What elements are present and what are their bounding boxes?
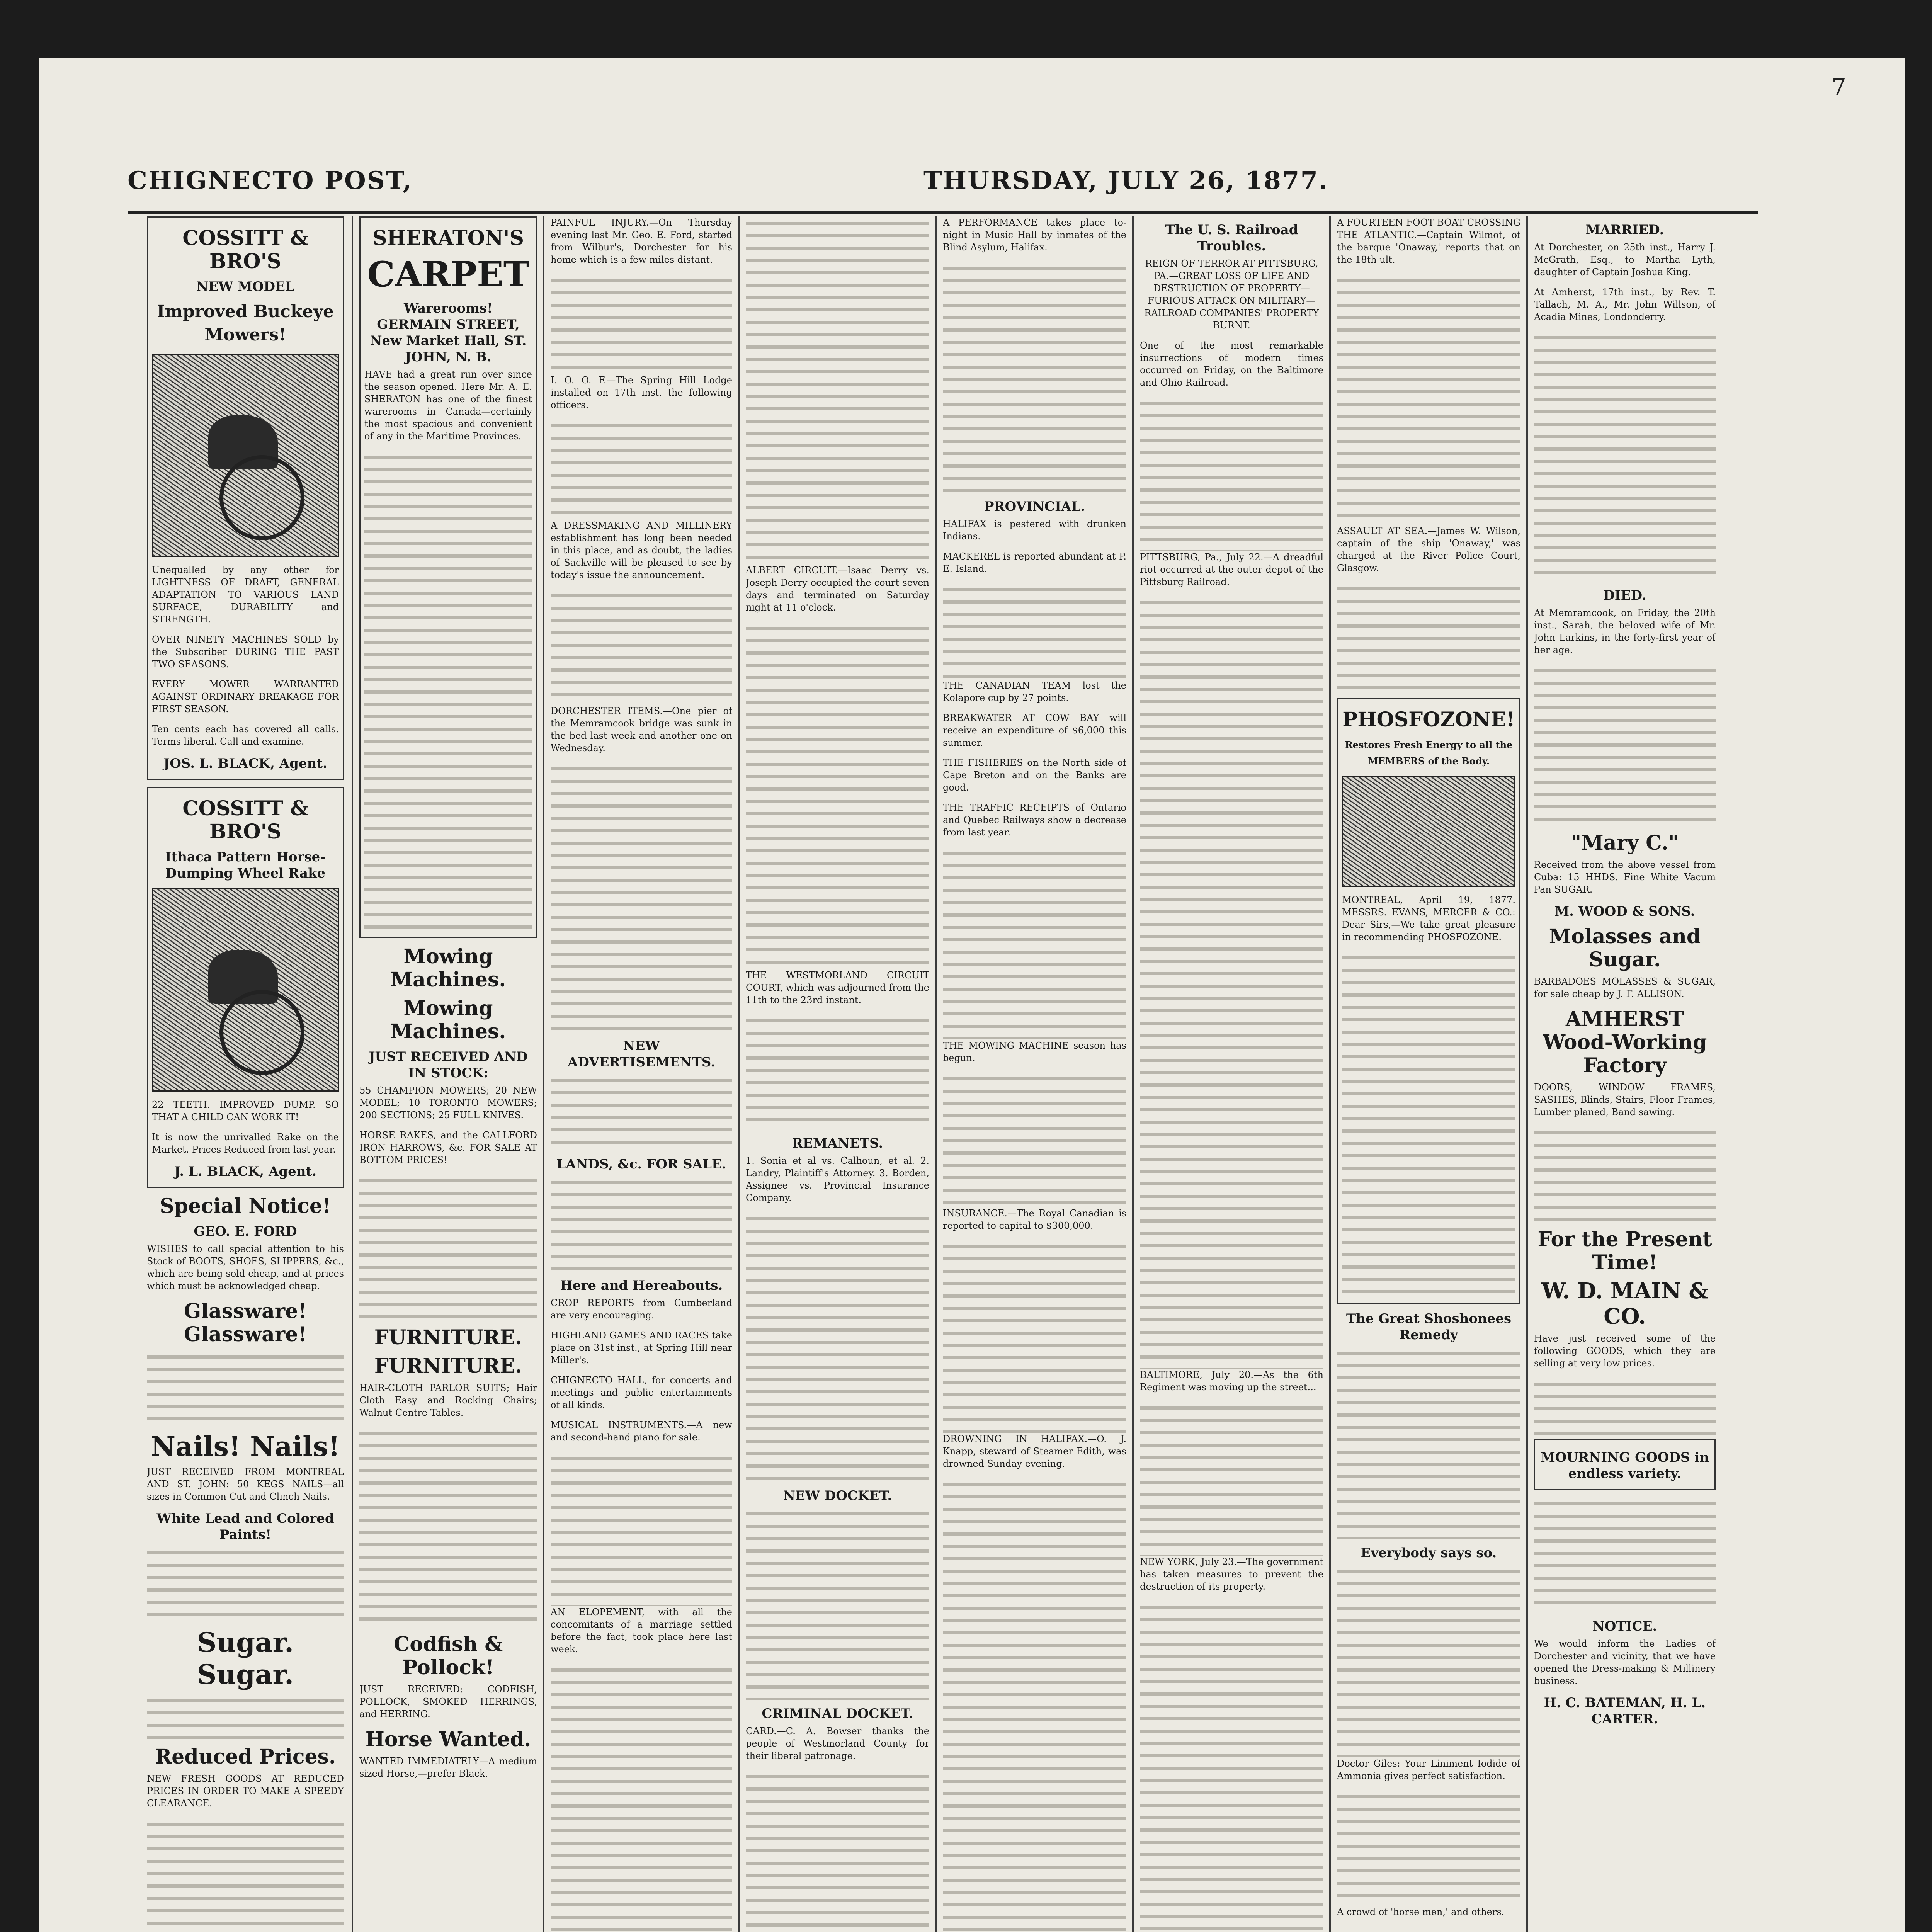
news-subhead: REIGN OF TERROR AT PITTSBURG, PA.—GREAT LOSS OF LIFE AND DESTRUCTION OF PROPERTY—FURIOUS ATTACK ON MILITARY—RAILROAD COMPANIES' PROPERTY BURNT. xyxy=(1144,258,1319,331)
small-print xyxy=(147,1546,344,1623)
ad-subheading: Ithaca Pattern Horse-Dumping Wheel Rake xyxy=(165,849,326,881)
body-text xyxy=(551,1663,732,1932)
ad-heading: COSSITT & BRO'S xyxy=(182,797,308,844)
small-print xyxy=(147,1350,344,1427)
ad-heading: Horse Wanted. xyxy=(365,1728,531,1751)
ad-text: WISHES to call special attention to his Stock of BOOTS, SHOES, SLIPPERS, &c., which are being sold cheap, and at prices which must be acknowledged cheap. xyxy=(147,1243,344,1291)
body-text xyxy=(1140,1600,1323,1932)
section-heading: NOTICE. xyxy=(1592,1619,1657,1634)
body-text xyxy=(551,762,732,1032)
ad-subheading: Restores Fresh Energy to all the MEMBERS of the Body. xyxy=(1345,739,1513,767)
mower-engraving xyxy=(152,354,339,557)
ad-heading: AMHERST Wood-Working Factory xyxy=(1543,1007,1707,1077)
ad-text: HAVE had a great run over since the season opened. Here Mr. A. E. SHERATON has one of the finest warerooms in Canada—certainly the most spacious and convenient of any in the Maritime Provinces. xyxy=(364,369,532,442)
news-item: MACKEREL is reported abundant at P. E. Island. xyxy=(943,551,1126,574)
news-item: CROP REPORTS from Cumberland are very encouraging. xyxy=(551,1298,732,1321)
column-rule xyxy=(543,216,544,1932)
body-text xyxy=(746,1770,929,1932)
column-8 xyxy=(1534,216,1716,1932)
masthead-rule xyxy=(128,211,1758,214)
ad-text: HAIR-CLOTH PARLOR SUITS; Hair Cloth Easy and Rocking Chairs; Walnut Centre Tables. xyxy=(359,1383,537,1418)
section-heading: LANDS, &c. FOR SALE. xyxy=(556,1156,726,1172)
news-item: NEW YORK, July 23.—The government has taken measures to prevent the destruction of its property. xyxy=(1140,1556,1323,1592)
news-item: ASSAULT AT SEA.—James W. Wilson, captain of the ship 'Onaway,' was charged at the River Police Court, Glasgow. xyxy=(1337,526,1520,573)
ad-text: We would inform the Ladies of Dorchester and vicinity, that we have opened the Dress-making & Millinery business. xyxy=(1534,1638,1716,1686)
ad-text: MONTREAL, April 19, 1877. MESSRS. EVANS, MERCER & CO.: Dear Sirs,—We take great pleasure in recommending PHOSFOZONE. xyxy=(1342,895,1515,942)
section-heading: NEW ADVERTISEMENTS. xyxy=(567,1038,715,1070)
ad-subheading: JUST RECEIVED AND IN STOCK: xyxy=(369,1049,528,1081)
news-item: DROWNING IN HALIFAX.—O. J. Knapp, steward of Steamer Edith, was drowned Sunday evening. xyxy=(943,1434,1126,1469)
ad-text: JUST RECEIVED FROM MONTREAL AND ST. JOHN: 50 KEGS NAILS—all sizes in Common Cut and Clinch Nails. xyxy=(147,1466,344,1502)
body-text xyxy=(1337,582,1520,698)
ad-text: Received from the above vessel from Cuba: 15 HHDS. Fine White Vacum Pan SUGAR. xyxy=(1534,859,1716,895)
docket-list: 1. Sonia et al vs. Calhoun, et al. 2. Landry, Plaintiff's Attorney. 3. Borden, Assignee vs. Provincial Insurance Company. xyxy=(746,1155,929,1203)
notice-item: At Amherst, 17th inst., by Rev. T. Tallach, M. A., Mr. John Willson, of Acadia Mines, Londonderry. xyxy=(1534,287,1716,322)
section-heading: CRIMINAL DOCKET. xyxy=(762,1706,913,1721)
ad-text: OVER NINETY MACHINES SOLD by the Subscriber DURING THE PAST TWO SEASONS. xyxy=(152,634,339,670)
body-text xyxy=(943,1478,1126,1932)
notice-item: At Dorchester, on 25th inst., Harry J. McGrath, Esq., to Martha Lyth, daughter of Captain Joshua King. xyxy=(1534,242,1716,277)
ad-text: DOORS, WINDOW FRAMES, SASHES, Blinds, Stairs, Floor Frames, Lumber planed, Band sawing. xyxy=(1534,1082,1716,1117)
body-text xyxy=(1140,396,1323,551)
ad-text xyxy=(1337,1790,1520,1906)
docket-text xyxy=(746,1212,929,1482)
ad-heading: COSSITT & BRO'S xyxy=(182,226,308,273)
testimonial-text xyxy=(1342,951,1515,1299)
agent-signature: M. WOOD & SONS. xyxy=(1554,904,1695,919)
ad-heading: Special Notice! xyxy=(160,1194,331,1218)
section-heading: Here and Hereabouts. xyxy=(560,1278,723,1293)
ad-heading: CARPET xyxy=(367,254,529,295)
ad-text: Doctor Giles: Your Liniment Iodide of Ammonia gives perfect satisfaction. xyxy=(1337,1758,1520,1781)
ad-subheading: Warerooms! GERMAIN STREET, New Market Hall, ST. JOHN, N. B. xyxy=(370,301,527,365)
ad-text: A crowd of 'horse men,' and others. xyxy=(1337,1906,1505,1917)
news-item: A DRESSMAKING AND MILLINERY establishment has long been needed in this place, and as doubt, the ladies of Sackville will be pleased to see by today's issue the announcement. xyxy=(551,520,732,580)
body-text xyxy=(551,274,732,374)
ad-text: 22 TEETH. IMPROVED DUMP. SO THAT A CHILD CAN WORK IT! xyxy=(152,1099,339,1122)
body-text xyxy=(943,1240,1126,1433)
news-item: THE TRAFFIC RECEIPTS of Ontario and Quebec Railways show a decrease from last year. xyxy=(943,802,1126,838)
news-item: DORCHESTER ITEMS.—One pier of the Memramcook bridge was sunk in the bed last week and another one on Wednesday. xyxy=(551,706,732,753)
column-3 xyxy=(551,216,732,1932)
ad-heading: Sugar. Sugar. xyxy=(197,1626,294,1690)
section-heading: REMANETS. xyxy=(792,1136,883,1151)
ad-text: Ten cents each has covered all calls. Terms liberal. Call and examine. xyxy=(152,724,339,747)
ad-heading: Codfish & Pollock! xyxy=(393,1633,503,1679)
body-text xyxy=(746,216,929,564)
ad-heading: MOURNING GOODS in endless variety. xyxy=(1541,1450,1709,1481)
news-item: CARD.—C. A. Bowser thanks the people of Westmorland County for their liberal patronage. xyxy=(746,1726,929,1761)
ad-heading: White Lead and Colored Paints! xyxy=(156,1511,334,1543)
ad-subheading: NEW MODEL xyxy=(196,279,294,294)
ad-text: Have just received some of the following GOODS, which they are selling at very low prices. xyxy=(1534,1333,1716,1369)
ad-text xyxy=(1534,1497,1716,1613)
ad-text xyxy=(1534,1377,1716,1439)
small-print xyxy=(147,1817,344,1932)
body-text xyxy=(551,1175,732,1272)
news-item: PITTSBURG, Pa., July 22.—A dreadful riot occurred at the outer depot of the Pittsburg Railroad. xyxy=(1140,552,1323,587)
notices-text xyxy=(1534,664,1716,826)
ad-text: HORSE RAKES, and the CALLFORD IRON HARROWS, &c. FOR SALE AT BOTTOM PRICES! xyxy=(359,1130,537,1165)
section-heading: The U. S. Railroad Troubles. xyxy=(1165,222,1298,254)
body-text xyxy=(1140,596,1323,1369)
ad-heading: Nails! Nails! xyxy=(151,1430,340,1463)
agent-signature: J. L. BLACK, Agent. xyxy=(174,1164,317,1179)
column-6 xyxy=(1140,216,1323,1932)
cossitt-mower-ad xyxy=(147,216,344,780)
eagle-emblem xyxy=(1342,776,1515,887)
sheraton-carpet-ad xyxy=(359,216,537,938)
column-2 xyxy=(359,216,537,1932)
column-rule xyxy=(1132,216,1134,1932)
body-text xyxy=(1337,274,1520,525)
news-item: BREAKWATER AT COW BAY will receive an expenditure of $6,000 this summer. xyxy=(943,713,1126,748)
news-item: HALIFAX is pestered with drunken Indians. xyxy=(943,519,1126,542)
ad-text: EVERY MOWER WARRANTED AGAINST ORDINARY BREAKAGE FOR FIRST SEASON. xyxy=(152,679,339,714)
column-rule xyxy=(352,216,353,1932)
body-text xyxy=(551,1451,732,1606)
column-rule xyxy=(738,216,740,1932)
column-rule xyxy=(1329,216,1331,1932)
ad-heading: PHOSFOZONE! xyxy=(1342,708,1515,731)
agent-signature: H. C. BATEMAN, H. L. CARTER. xyxy=(1544,1695,1706,1727)
ad-heading: The Great Shoshonees Remedy xyxy=(1346,1311,1512,1343)
news-item: CHIGNECTO HALL, for concerts and meetings and public entertainments of all kinds. xyxy=(551,1375,732,1410)
section-heading: MARRIED. xyxy=(1585,222,1664,238)
small-print xyxy=(359,1427,537,1628)
news-item: AN ELOPEMENT, with all the concomitants of a marriage settled before the fact, took place here last week. xyxy=(551,1607,732,1655)
small-print xyxy=(147,1694,344,1740)
body-text xyxy=(551,419,732,519)
ad-heading: Everybody says so. xyxy=(1361,1545,1497,1561)
paper-name: CHIGNECTO POST, xyxy=(128,166,413,195)
ad-subheading: GEO. E. FORD xyxy=(194,1224,297,1239)
news-item: MUSICAL INSTRUMENTS.—A new and second-hand piano for sale. xyxy=(551,1420,732,1443)
ad-heading: For the Present Time! xyxy=(1537,1228,1712,1274)
body-text xyxy=(943,583,1126,679)
body-text xyxy=(746,1014,929,1130)
masthead xyxy=(128,166,1750,209)
ad-text: Unequalled by any other for LIGHTNESS OF DRAFT, GENERAL ADAPTATION TO VARIOUS LAND SURFACE, DURABILITY and STRENGTH. xyxy=(152,565,339,625)
news-item: ALBERT CIRCUIT.—Isaac Derry vs. Joseph Derry occupied the court seven days and terminated on Saturday night at 11 o'clock. xyxy=(746,565,929,613)
news-item: THE FISHERIES on the North side of Cape Breton and on the Banks are good. xyxy=(943,757,1126,793)
small-print xyxy=(364,450,532,933)
news-item: INSURANCE.—The Royal Canadian is reported to capital to $300,000. xyxy=(943,1208,1126,1231)
ad-text: It is now the unrivalled Rake on the Market. Prices Reduced from last year. xyxy=(152,1132,339,1155)
body-text xyxy=(746,621,929,969)
mourning-goods-box xyxy=(1534,1439,1716,1490)
column-5 xyxy=(943,216,1126,1932)
ad-heading: Glassware! Glassware! xyxy=(184,1299,307,1346)
body-text xyxy=(943,1072,1126,1207)
ad-text xyxy=(1534,1126,1716,1223)
page-number: 7 xyxy=(1832,73,1847,100)
notice-item: At Memramcook, on Friday, the 20th inst., Sarah, the beloved wife of Mr. John Larkins, in the forty-first year of her age. xyxy=(1534,607,1716,655)
news-item: PAINFUL INJURY.—On Thursday evening last Mr. Geo. E. Ford, started from Wilbur's, Dorchester for his home which is a few miles distant. xyxy=(551,217,732,265)
ad-text: 55 CHAMPION MOWERS; 20 NEW MODEL; 10 TORONTO MOWERS; 200 SECTIONS; 25 FULL KNIVES. xyxy=(359,1085,537,1121)
ad-text: WANTED IMMEDIATELY—A medium sized Horse,—prefer Black. xyxy=(359,1756,537,1779)
ad-heading: Mowing Machines. xyxy=(390,945,506,992)
section-heading: PROVINCIAL. xyxy=(984,499,1085,514)
ad-heading: Mowing Machines. xyxy=(390,997,506,1043)
rake-engraving xyxy=(152,888,339,1092)
news-item: A PERFORMANCE takes place to-night in Music Hall by inmates of the Blind Asylum, Halifax. xyxy=(943,217,1126,253)
cossitt-rake-ad xyxy=(147,787,344,1188)
section-heading: NEW DOCKET. xyxy=(783,1488,892,1503)
agent-signature: JOS. L. BLACK, Agent. xyxy=(163,756,327,771)
ad-heading: W. D. MAIN & CO. xyxy=(1541,1278,1708,1329)
column-rule xyxy=(935,216,937,1932)
docket-text xyxy=(746,1507,929,1700)
news-item: A FOURTEEN FOOT BOAT CROSSING THE ATLANTIC.—Captain Wilmot, of the barque 'Onaway,' reports that on the 18th ult. xyxy=(1337,217,1520,265)
ad-text: JUST RECEIVED: CODFISH, POLLOCK, SMOKED HERRINGS, and HERRING. xyxy=(359,1684,537,1719)
body-text xyxy=(943,846,1126,1039)
news-item: HIGHLAND GAMES AND RACES take place on 31st inst., at Spring Hill near Miller's. xyxy=(551,1330,732,1366)
ad-heading: Reduced Prices. xyxy=(155,1745,336,1769)
news-item: THE WESTMORLAND CIRCUIT COURT, which was adjourned from the 11th to the 23rd instant. xyxy=(746,970,929,1005)
phosfozone-ad xyxy=(1337,698,1520,1304)
news-item: One of the most remarkable insurrections of modern times occurred on Friday, on the Baltimore and Ohio Railroad. xyxy=(1140,340,1323,388)
ad-heading: "Mary C." xyxy=(1571,831,1679,855)
news-item: THE MOWING MACHINE season has begun. xyxy=(943,1040,1126,1063)
body-text xyxy=(551,1073,732,1151)
ad-text: BARBADOES MOLASSES & SUGAR, for sale cheap by J. F. ALLISON. xyxy=(1534,976,1716,999)
news-item: BALTIMORE, July 20.—As the 6th Regiment was moving up the street... xyxy=(1140,1369,1323,1393)
news-item: I. O. O. F.—The Spring Hill Lodge installed on 17th inst. the following officers. xyxy=(551,375,732,410)
column-rule xyxy=(1526,216,1528,1932)
body-text xyxy=(1140,1401,1323,1556)
ad-heading: Molasses and Sugar. xyxy=(1549,925,1701,971)
ad-heading: FURNITURE. xyxy=(374,1354,522,1378)
section-heading: DIED. xyxy=(1603,588,1646,603)
ad-text xyxy=(1337,1564,1520,1757)
column-7 xyxy=(1337,216,1520,1932)
news-item: THE CANADIAN TEAM lost the Kolapore cup by 27 points. xyxy=(943,680,1126,703)
issue-date: THURSDAY, JULY 26, 1877. xyxy=(923,166,1329,195)
ad-text xyxy=(1337,1346,1520,1539)
ad-heading: Improved Buckeye Mowers! xyxy=(156,302,334,345)
body-text xyxy=(551,589,732,705)
ad-heading: SHERATON'S xyxy=(372,226,524,250)
small-print xyxy=(359,1174,537,1321)
notices-text xyxy=(1534,331,1716,582)
ad-heading: FURNITURE. xyxy=(374,1326,522,1349)
ad-text: NEW FRESH GOODS AT REDUCED PRICES IN ORDER TO MAKE A SPEEDY CLEARANCE. xyxy=(147,1773,344,1809)
body-text xyxy=(943,261,1126,493)
column-4 xyxy=(746,216,929,1932)
column-1 xyxy=(147,216,344,1932)
